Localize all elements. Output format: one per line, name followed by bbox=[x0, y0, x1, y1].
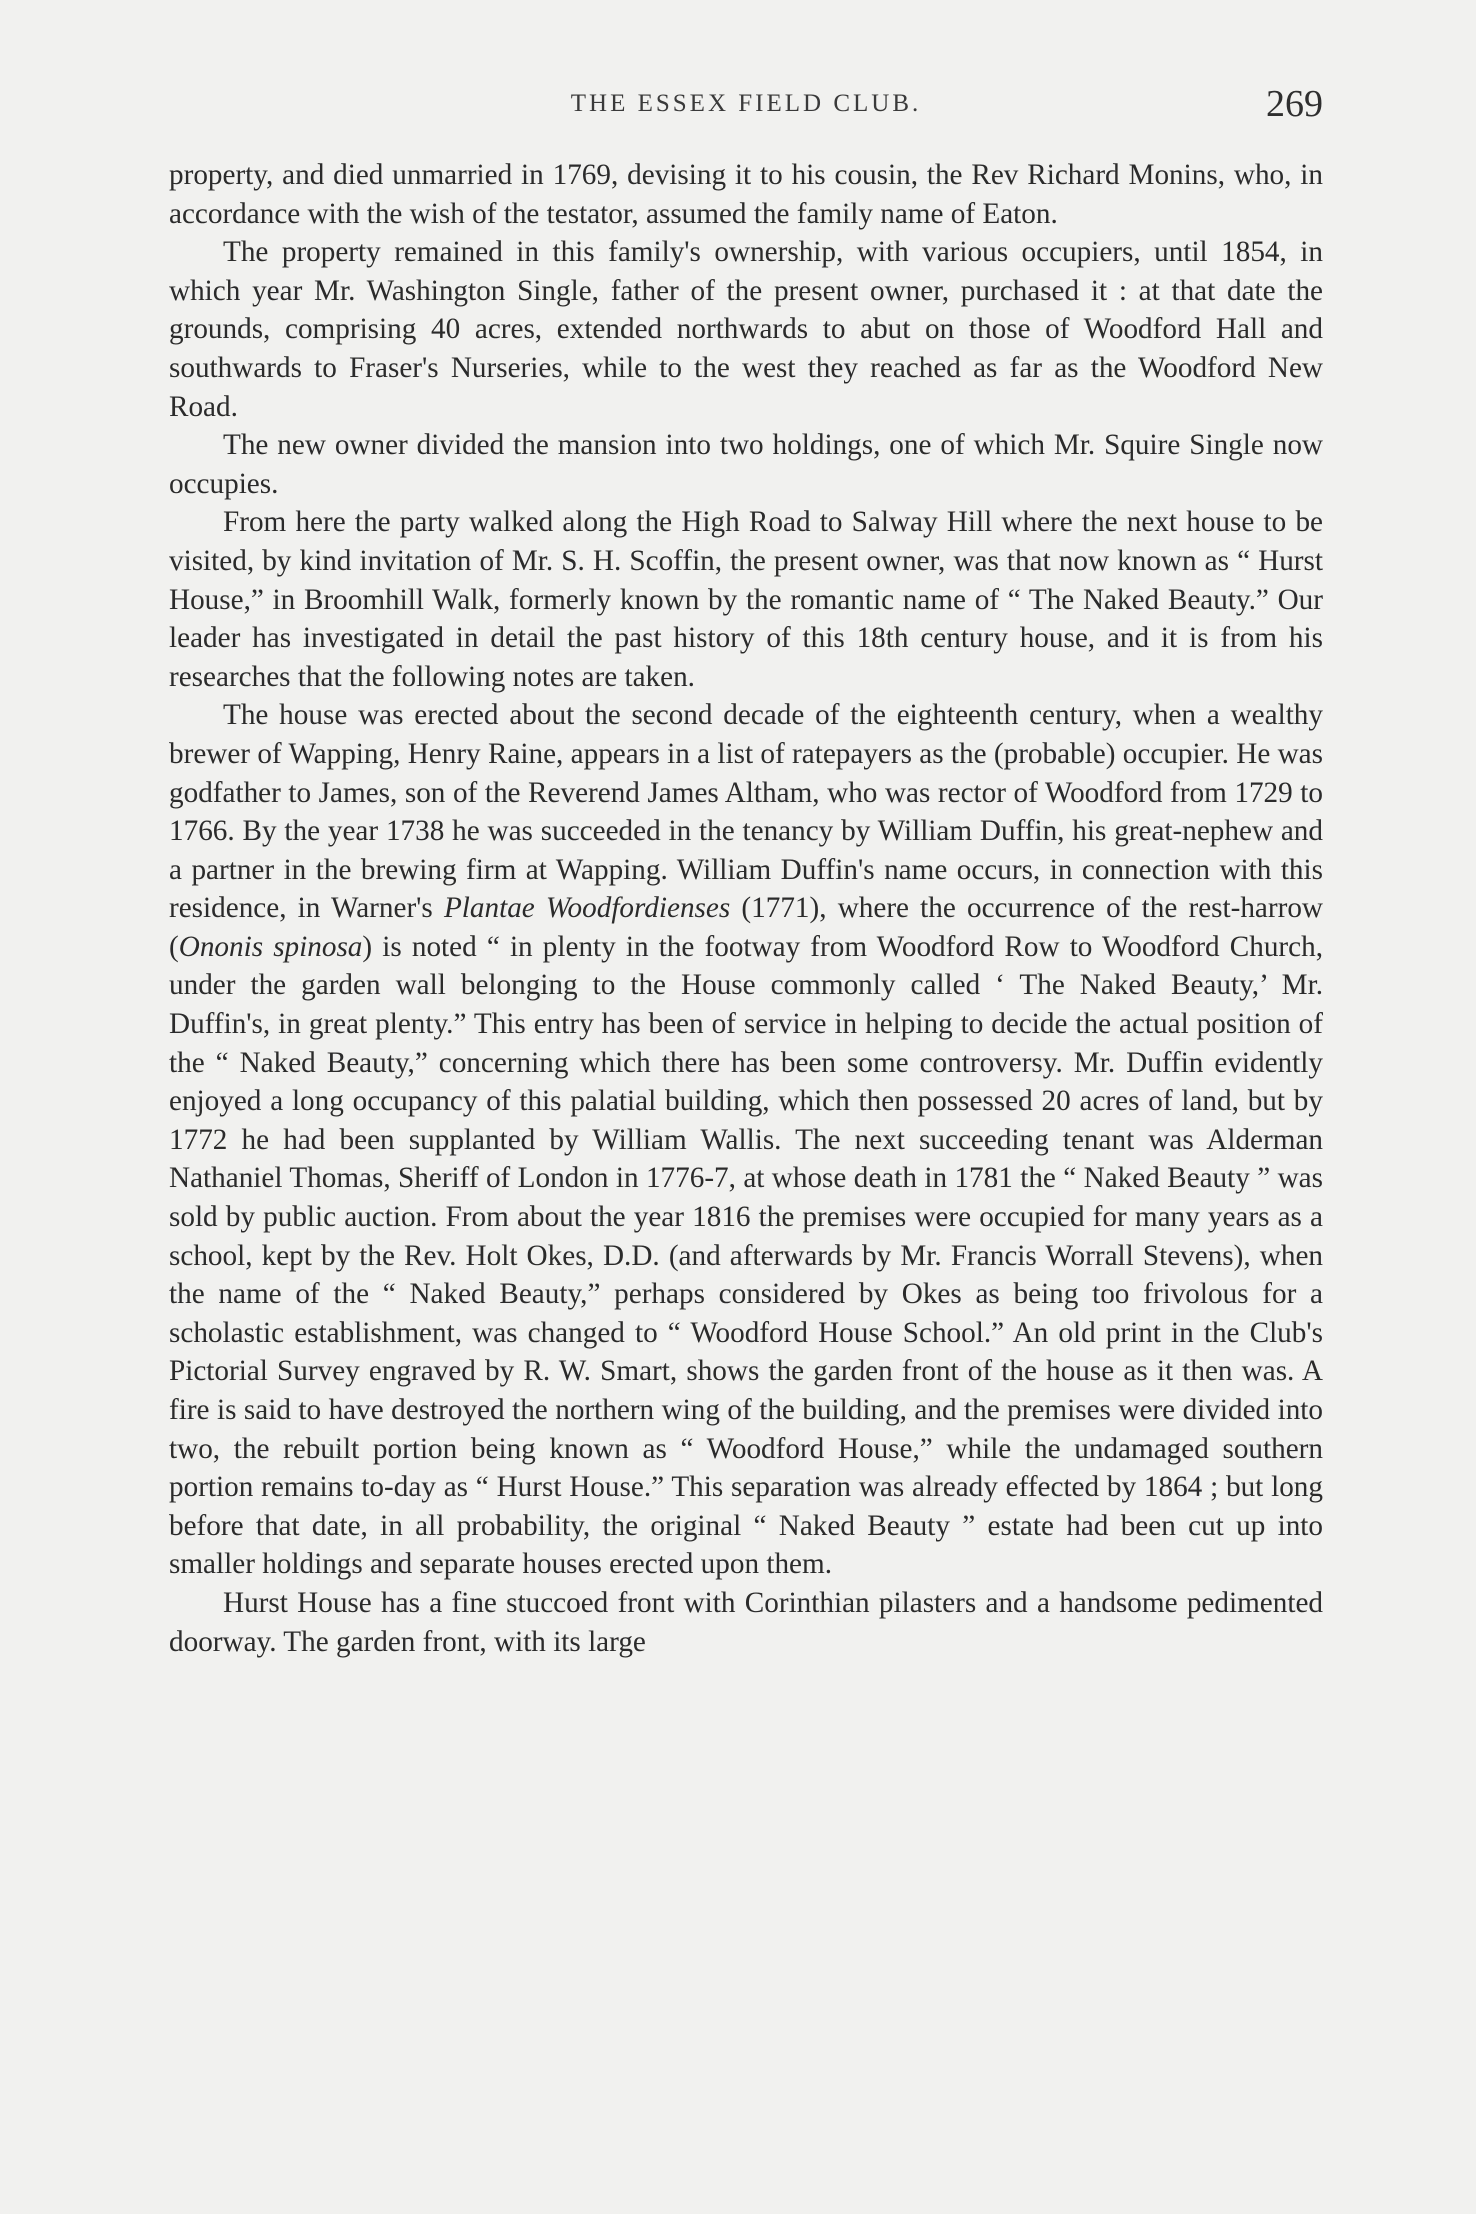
page-number: 269 bbox=[1266, 83, 1323, 125]
text-run: From here the party walked along the High Road to Salway Hill where the next house to be visited, by kind invitation of Mr. S. H. Scoffin, the present owner, was that now known as “ Hurst House,” in Broomhill Walk, formerly known by the romantic name of “ The Naked Beauty.” Our leader has investigated in detail the past history of this 18th century house, and it is from his researches that the following notes are taken. bbox=[169, 506, 1323, 693]
paragraph bbox=[169, 696, 1323, 1584]
paragraph bbox=[169, 233, 1323, 426]
text-run: The new owner divided the mansion into two holdings, one of which Mr. Squire Single now occupies. bbox=[169, 429, 1323, 500]
body-text bbox=[169, 156, 1323, 1661]
italic-text: Ononis spinosa bbox=[178, 930, 363, 963]
text-run: (1771), where the occurrence of the rest-harrow ( bbox=[169, 892, 1323, 963]
paragraph bbox=[169, 503, 1323, 696]
paragraph bbox=[169, 1584, 1323, 1661]
text-run: Hurst House has a fine stuccoed front with Corinthian pilasters and a handsome pedimented doorway. The garden front, with its large bbox=[169, 1586, 1323, 1658]
text-run: The house was erected about the second decade of the eighteenth century, when a wealthy brewer of Wapping, Henry Raine, appears in a list of ratepayers as the (probable) occupier. He was godfather to James, son of the Reverend James Altham, who was rector of Woodford from 1729 to 1766. By the year 1738 he was succeeded in the tenancy by William Duffin, his great-nephew and a partner in the brewing firm at Wapping. William Duffin's name occurs, in connection with this residence, in Warner's bbox=[169, 699, 1323, 925]
paragraph bbox=[169, 426, 1323, 503]
running-title: THE ESSEX FIELD CLUB. bbox=[570, 90, 922, 117]
text-run: property, and died unmarried in 1769, devising it to his cousin, the Rev Richard Monins, who, in accordance with the wish of the testator, assumed the family name of Eaton. bbox=[169, 159, 1323, 230]
text-run: ) is noted “ in plenty in the footway from Woodford Row to Woodford Church, under the garden wall belonging to the House commonly called ‘ The Naked Beauty,’ Mr. Duffin's, in great plenty.” This entry has been of service in helping to decide the actual position of the “ Naked Beauty,” concerning which there has been some controversy. Mr. Duffin evidently enjoyed a long occupancy of this palatial building, which then possessed 20 acres of land, but by 1772 he had been supplanted by William Wallis. The next succeeding tenant was Alderman Nathaniel Thomas, Sheriff of London in 1776-7, at whose death in 1781 the “ Naked Beauty ” was sold by public auction. From about the year 1816 the premises were occupied for many years as a school, kept by the Rev. Holt Okes, D.D. (and afterwards by Mr. Francis Worrall Stevens), when the name of the “ Naked Beauty,” perhaps considered by Okes as being too frivolous for a scholastic establishment, was changed to “ Woodford House School.” An old print in the Club's Pictorial Survey engraved by R. W. Smart, shows the garden front of the house as it then was. A fire is said to have destroyed the northern wing of the building, and the premises were divided into two, the rebuilt portion being known as “ Woodford House,” while the undamaged southern portion remains to-day as “ Hurst House.” This separation was already effected by 1864 ; but long before that date, in all probability, the original “ Naked Beauty ” estate had been cut up into smaller holdings and separate houses erected upon them. bbox=[169, 930, 1323, 1581]
book-page bbox=[169, 82, 1323, 1661]
running-head bbox=[169, 82, 1323, 138]
text-run: The property remained in this family's ownership, with various occupiers, until 1854, in which year Mr. Washington Single, father of the present owner, purchased it : at that date the grounds, comprising 40 acres, extended northwards to abut on those of Woodford Hall and southwards to Fraser's Nurseries, while to the west they reached as far as the Woodford New Road. bbox=[169, 236, 1323, 423]
italic-text: Plantae Woodfordienses bbox=[443, 892, 731, 925]
paragraph bbox=[169, 156, 1323, 233]
